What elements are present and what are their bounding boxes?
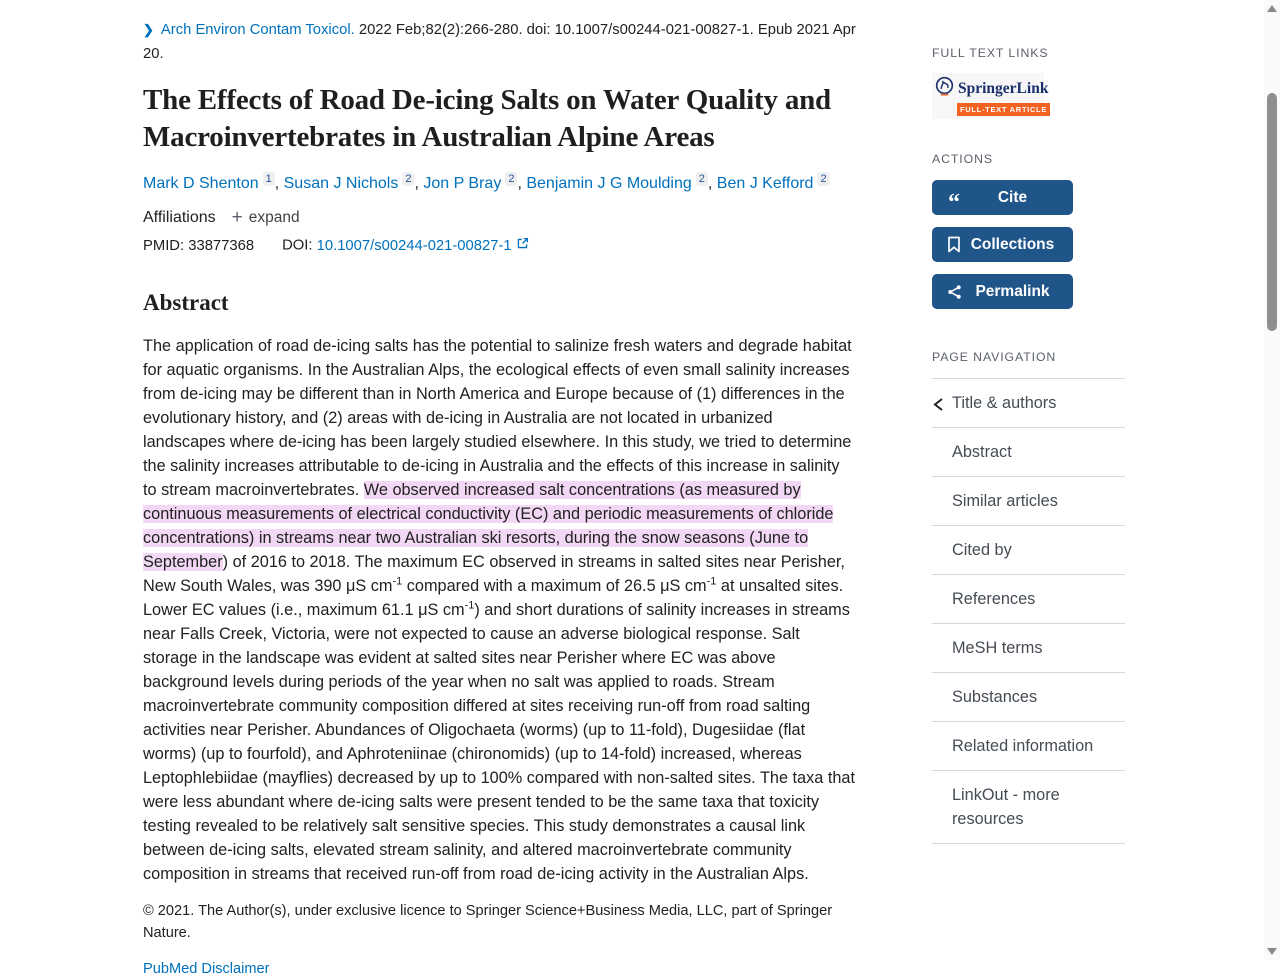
nav-item-linkout-more-resources[interactable]: LinkOut - more resources — [932, 770, 1125, 844]
scrollbar-up-arrow-icon[interactable] — [1267, 5, 1277, 12]
actions-label: ACTIONS — [932, 152, 993, 166]
author-affiliation-sup: 1 — [263, 172, 275, 186]
doi-group — [282, 237, 529, 254]
doi-label: DOI: — [282, 237, 313, 254]
page-title: The Effects of Road De-icing Salts on Water Quality and Macroinvertebrates in Australian Alpine Areas — [143, 84, 831, 153]
affiliations-row — [143, 209, 857, 227]
springerlink-badge[interactable] — [932, 73, 1049, 119]
nav-item-cited-by[interactable]: Cited by — [932, 525, 1125, 574]
nav-item-substances[interactable]: Substances — [932, 672, 1125, 721]
author-separator: , — [274, 175, 284, 192]
abstract-heading: Abstract — [143, 290, 229, 315]
author-affiliation-sup: 2 — [505, 172, 517, 186]
scrollbar-track[interactable] — [1264, 0, 1280, 960]
author-link[interactable]: Susan J Nichols — [283, 175, 399, 192]
search-term-highlight: We observed increased salt concentrations (as measured by continuous measurements of electrical conductivity (EC) and periodic measurements of chloride concentrations) in streams near two Australian ski resorts, during the snow seasons (June to September — [143, 481, 834, 571]
right-sidebar — [932, 46, 1125, 844]
plus-icon: + — [231, 207, 243, 228]
author-link[interactable]: Jon P Bray — [423, 175, 502, 192]
share-icon — [944, 284, 964, 300]
citation-bar — [143, 18, 857, 66]
nav-item-abstract[interactable]: Abstract — [932, 427, 1125, 476]
author-link[interactable]: Mark D Shenton — [143, 175, 259, 192]
cite-button[interactable]: “ Cite — [932, 180, 1073, 215]
author-affiliation-sup: 2 — [402, 172, 414, 186]
nav-item-similar-articles[interactable]: Similar articles — [932, 476, 1125, 525]
external-link-icon — [516, 237, 529, 254]
collections-button[interactable]: Collections — [932, 227, 1073, 262]
disclaimer-row — [143, 960, 857, 978]
nav-item-related-information[interactable]: Related information — [932, 721, 1125, 770]
author-link[interactable]: Benjamin J G Moulding — [526, 175, 692, 192]
full-text-links-label: FULL TEXT LINKS — [932, 46, 1049, 60]
pmid-value: 33877368 — [188, 237, 255, 254]
article-main — [143, 18, 857, 978]
doi-link[interactable]: 10.1007/s00244-021-00827-1 — [317, 237, 529, 254]
action-buttons — [932, 180, 1125, 309]
springer-logo-icon — [934, 76, 955, 102]
journal-link[interactable]: Arch Environ Contam Toxicol. — [160, 22, 355, 38]
author-affiliation-sup: 2 — [817, 172, 829, 186]
share-button permalink-button[interactable]: Permalink — [932, 274, 1073, 309]
author-link[interactable]: Ben J Kefford — [716, 175, 814, 192]
expand-label: expand — [248, 209, 300, 226]
affiliations-expand-button[interactable] — [232, 209, 300, 227]
nav-item-references[interactable]: References — [932, 574, 1125, 623]
citation-meta: 2022 Feb;82(2):266-280. doi: 10.1007/s00244-021-00827-1. Epub 2021 Apr 20. — [143, 22, 856, 62]
authors-list — [143, 171, 857, 197]
page-navigation-label: PAGE NAVIGATION — [932, 350, 1057, 364]
pubmed-disclaimer-link[interactable]: PubMed Disclaimer — [143, 961, 270, 977]
abstract-text: The application of road de-icing salts has the potential to salinize fresh waters and degrade habitat for aquatic organisms. In the Australian Alps, the ecological effects of even small salinity increases from de-icing may be different than in North America and Europe because of (1) differences in the evolutionary history, and (2) areas with de-icing in Australia are not located in urbanized landscapes where de-icing has been largely studied elsewhere. In this study, we tried to determine the salinity increases attributable to de-icing in Australia and the effects of this increase in salinity to stream macroinvertebrates. We observed increased salt concentrations (as measured by continuous measurements of electrical conductivity (EC) and periodic measurements of chloride concentrations) in streams near two Australian ski resorts, during the snow seasons (June to September) of 2016 to 2018. The maximum EC observed in streams in salted sites near Perisher, New South Wales, was 390 μS $cm^{-1}$ compared with a maximum of 26.5 μS $cm^{-1}$ at unsalted sites. Lower EC values (i.e., maximum 61.1 μS $cm^{-1}$) and short durations of salinity increases in streams near Falls Creek, Victoria, were not expected to cause an adverse biological response. Salt storage in the landscape was evident at salted sites near Perisher where EC was above background levels during periods of the year when no salt was applied to roads. Stream macroinvertebrate community composition differed at sites receiving run-off from road salting activities near Perisher. Abundances of Oligochaeta (worms) (up to 11-fold), Dugesiidae (flat worms) (up to fourfold), and Aphroteniinae (chironomids) (up to 14-fold) increased, whereas Leptophlebiidae (mayflies) decreased by up to 100% compared with non-salted sites. The taxa that were less abundant where de-icing salts were present tended to be the same taxa that toxicity testing revealed to be relatively salt sensitive species. This study demonstrates a causal link between de-icing salts, elevated stream salinity, and altered macroinvertebrate community composition in streams that received run-off from road de-icing activity in the Australian Alps. — [143, 337, 855, 883]
page-navigation-list — [932, 378, 1125, 844]
nav-item-mesh-terms[interactable]: MeSH terms — [932, 623, 1125, 672]
springer-tagline: FULL-TEXT ARTICLE — [957, 103, 1050, 116]
affiliations-label: Affiliations — [143, 209, 216, 226]
bookmark-icon — [944, 236, 964, 253]
author-separator: , — [517, 175, 527, 192]
scrollbar-thumb[interactable] — [1267, 93, 1277, 331]
identifiers-row — [143, 237, 857, 254]
scrollbar-down-arrow-icon[interactable] — [1267, 948, 1277, 955]
journal-toggle-chevron-icon[interactable]: ❯ — [143, 22, 154, 37]
springer-wordmark: SpringerLink — [958, 80, 1049, 97]
pmid-label: PMID: — [143, 237, 185, 254]
pmid-group — [143, 238, 254, 254]
author-separator: , — [414, 175, 424, 192]
quote-icon: “ — [948, 189, 960, 216]
nav-item-title-authors[interactable]: Title & authors — [932, 378, 1125, 427]
copyright-notice: © 2021. The Author(s), under exclusive licence to Springer Science+Business Media, LLC, part of Springer Nature. — [143, 903, 833, 941]
author-separator: , — [707, 175, 717, 192]
chevron-left-icon — [933, 395, 944, 419]
author-affiliation-sup: 2 — [696, 172, 708, 186]
